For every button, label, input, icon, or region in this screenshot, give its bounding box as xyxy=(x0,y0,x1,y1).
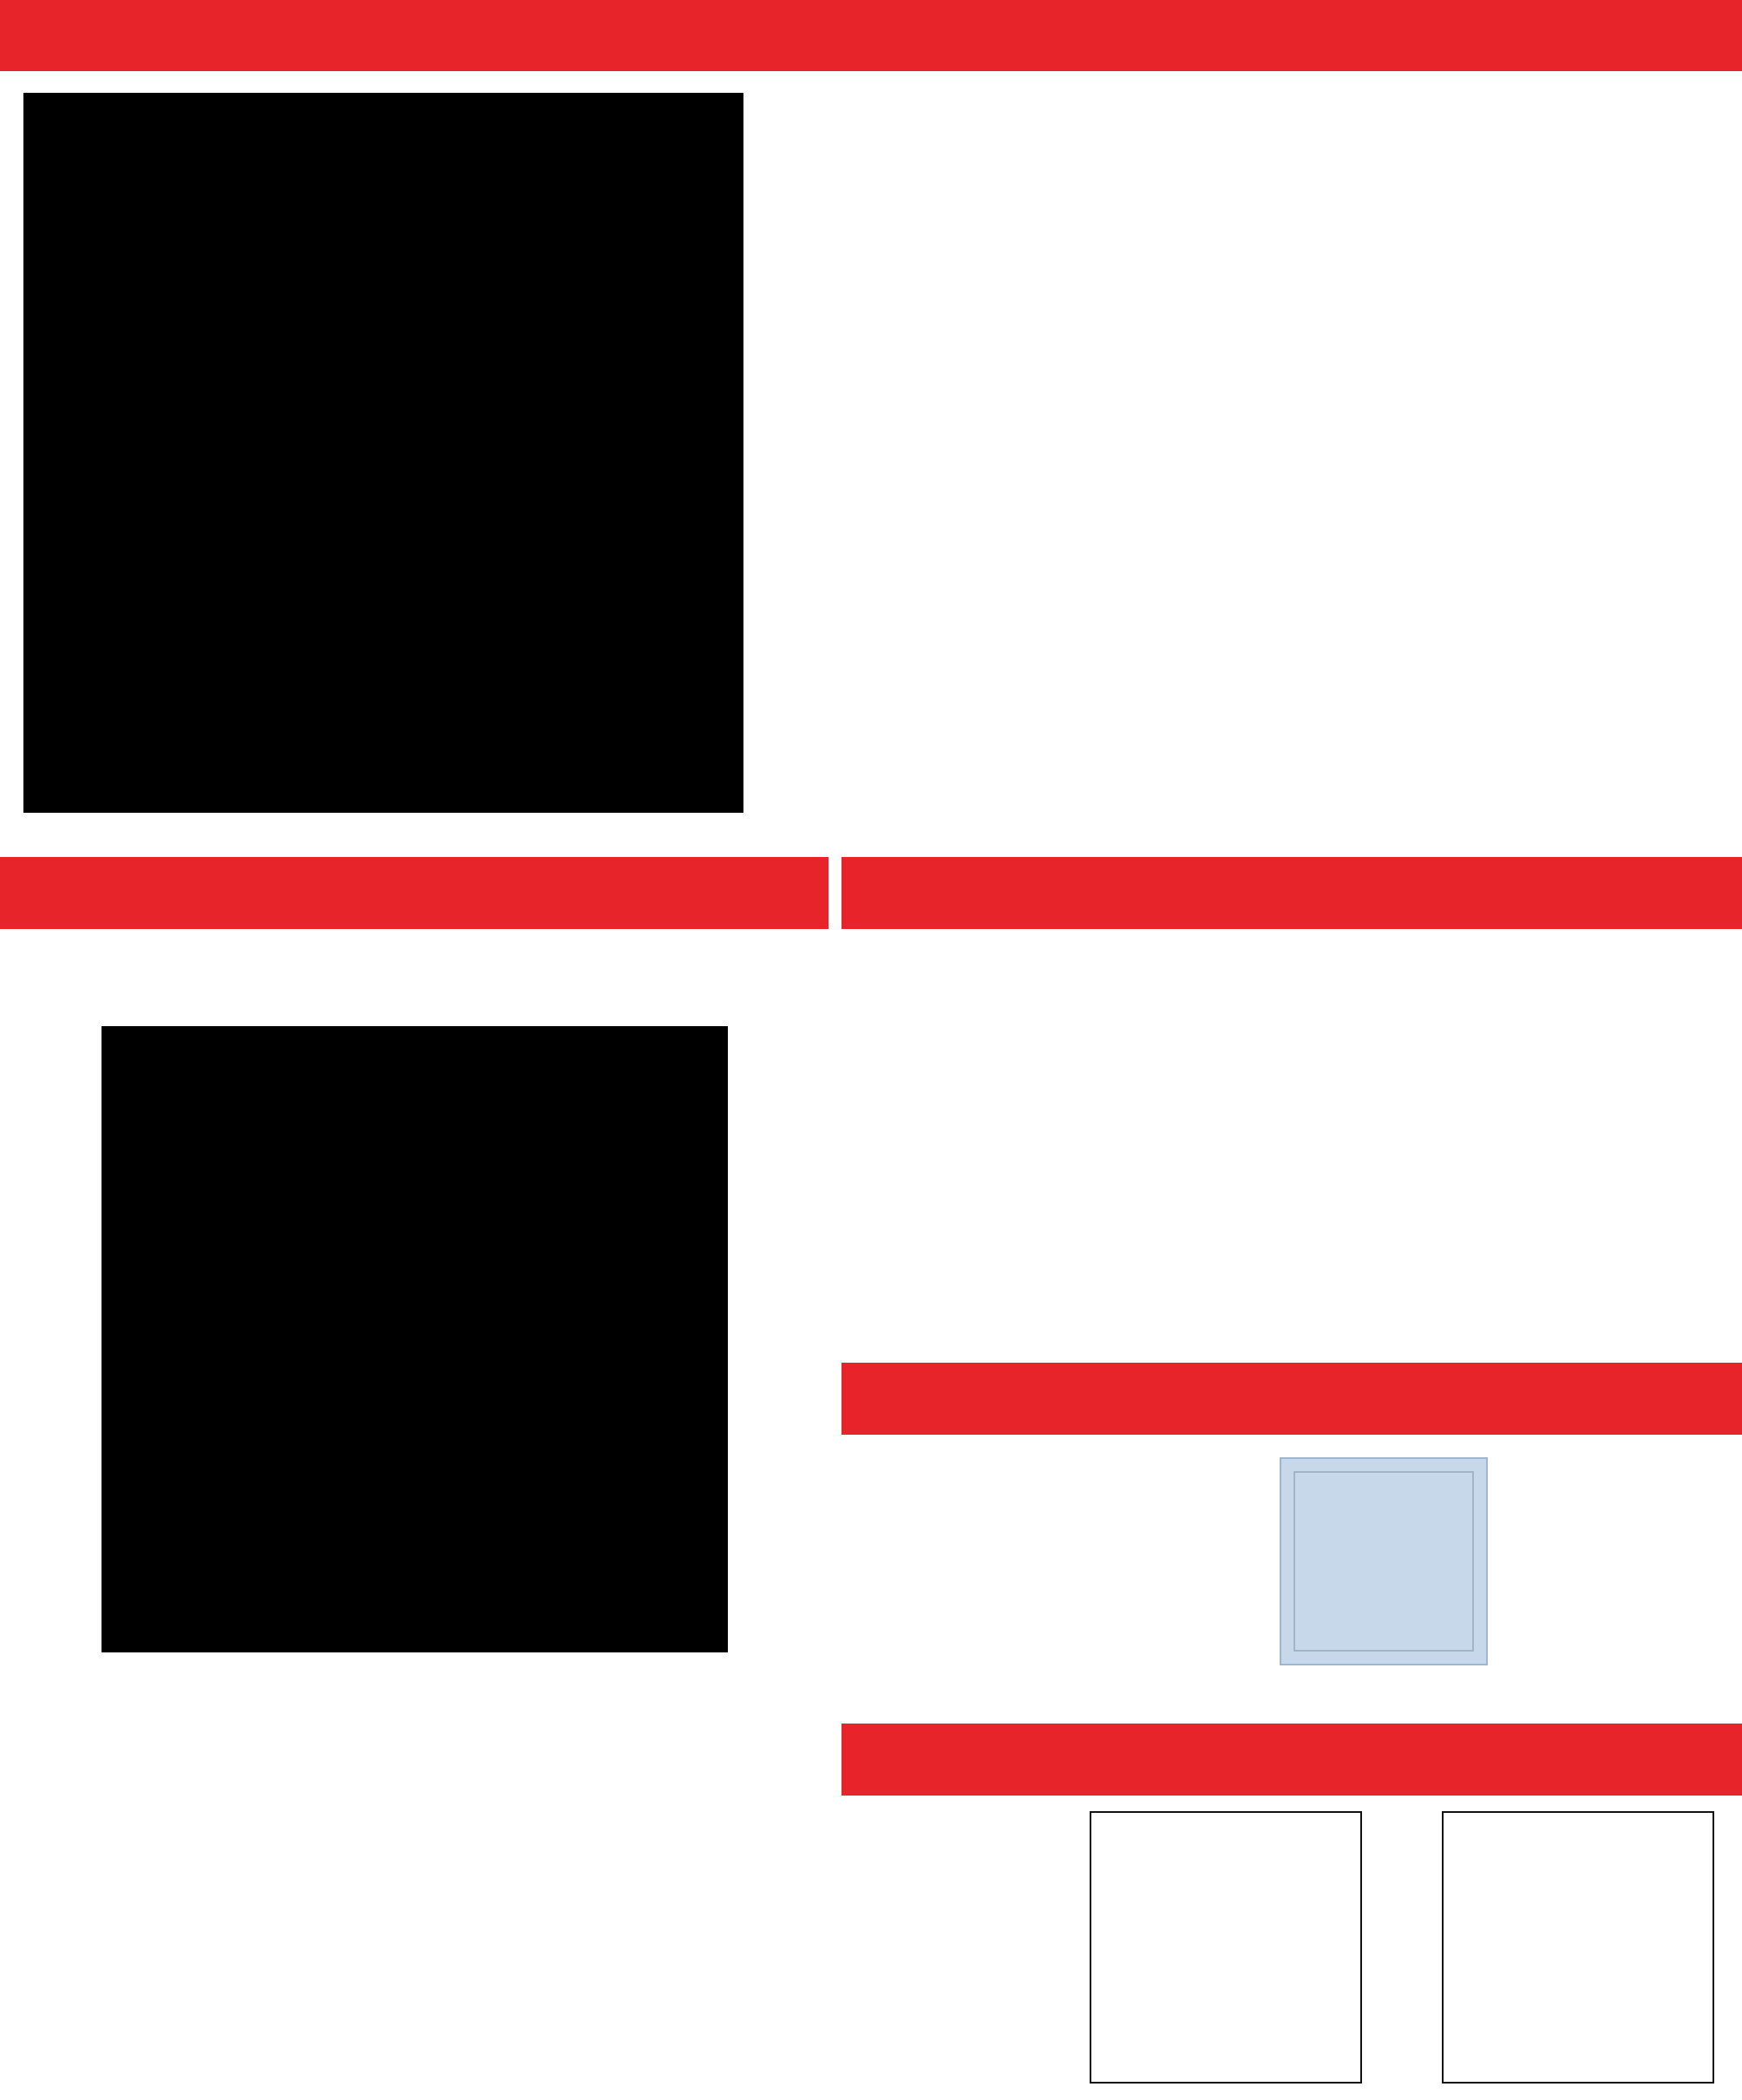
alphamuddle-answer-grid xyxy=(1090,1811,1362,2084)
gogen-grid xyxy=(1141,941,1488,1288)
gogen-banner xyxy=(842,857,1742,929)
nonagram-grid xyxy=(1293,1471,1474,1652)
alphamuddle-letters-grid xyxy=(1442,1811,1714,2084)
nonagram-puzzle xyxy=(1280,1457,1488,1665)
nonagram-banner xyxy=(842,1363,1742,1435)
alphamuddle-banner xyxy=(842,1724,1742,1796)
cryptic-banner xyxy=(0,0,1742,71)
engspan-banner xyxy=(0,857,828,929)
engspan-grid xyxy=(102,1026,728,1652)
cryptic-grid xyxy=(23,93,743,813)
